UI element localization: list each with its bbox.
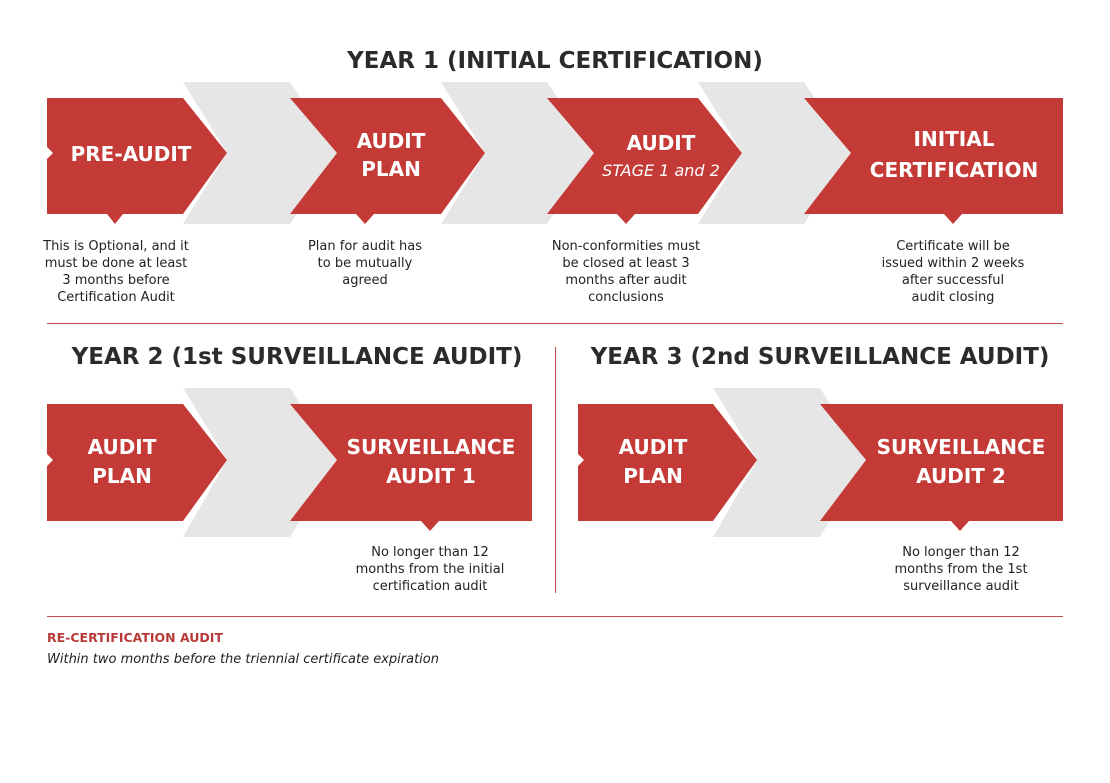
year3-title: YEAR 3 (2nd SURVEILLANCE AUDIT) [590, 344, 1050, 370]
divider-year1 [47, 323, 1063, 324]
initial-certification-label-line2: CERTIFICATION [869, 158, 1039, 182]
surveillance-audit-2-line1: SURVEILLANCE [876, 435, 1046, 459]
audit-plan-label-line2: PLAN [361, 157, 421, 181]
surveillance-audit-2-line2: AUDIT 2 [916, 464, 1006, 488]
year3-box-audit-plan [578, 404, 757, 521]
initial-certification-label-line1: INITIAL [913, 127, 995, 151]
audit-plan-label-line1: AUDIT [356, 129, 426, 153]
pre-audit-note: This is Optional, and it must be done at least 3 months before Certification Audit [43, 239, 189, 305]
year2-audit-plan-line2: PLAN [92, 464, 152, 488]
divider-vertical [555, 347, 556, 593]
recertification-title: RE-CERTIFICATION AUDIT [47, 630, 223, 645]
year2-audit-plan-line1: AUDIT [87, 435, 157, 459]
year2-box-audit-plan [47, 404, 227, 521]
audit-stage-sublabel: STAGE 1 and 2 [602, 161, 720, 180]
year1-title: YEAR 1 (INITIAL CERTIFICATION) [347, 48, 763, 74]
year3-audit-plan-line2: PLAN [623, 464, 683, 488]
initial-certification-note: Certificate will be issued within 2 weeks after successful audit closing [881, 239, 1025, 305]
audit-stage-label-line1: AUDIT [626, 131, 696, 155]
surveillance-audit-1-note: No longer than 12 months from the initial certification audit [355, 545, 505, 594]
audit-plan-note: Plan for audit has to be mutually agreed [307, 239, 423, 288]
surveillance-audit-1-line1: SURVEILLANCE [346, 435, 516, 459]
surveillance-audit-1-line2: AUDIT 1 [386, 464, 476, 488]
year3-audit-plan-line1: AUDIT [618, 435, 688, 459]
surveillance-audit-2-note: No longer than 12 months from the 1st surveillance audit [894, 545, 1028, 594]
pre-audit-label: PRE-AUDIT [70, 142, 192, 166]
recertification-description: Within two months before the triennial certificate expiration [47, 652, 439, 667]
audit-stage-note: Non-conformities must be closed at least 3 months after audit conclusions [551, 239, 701, 305]
divider-year23 [47, 616, 1063, 617]
year2-title: YEAR 2 (1st SURVEILLANCE AUDIT) [71, 344, 523, 370]
